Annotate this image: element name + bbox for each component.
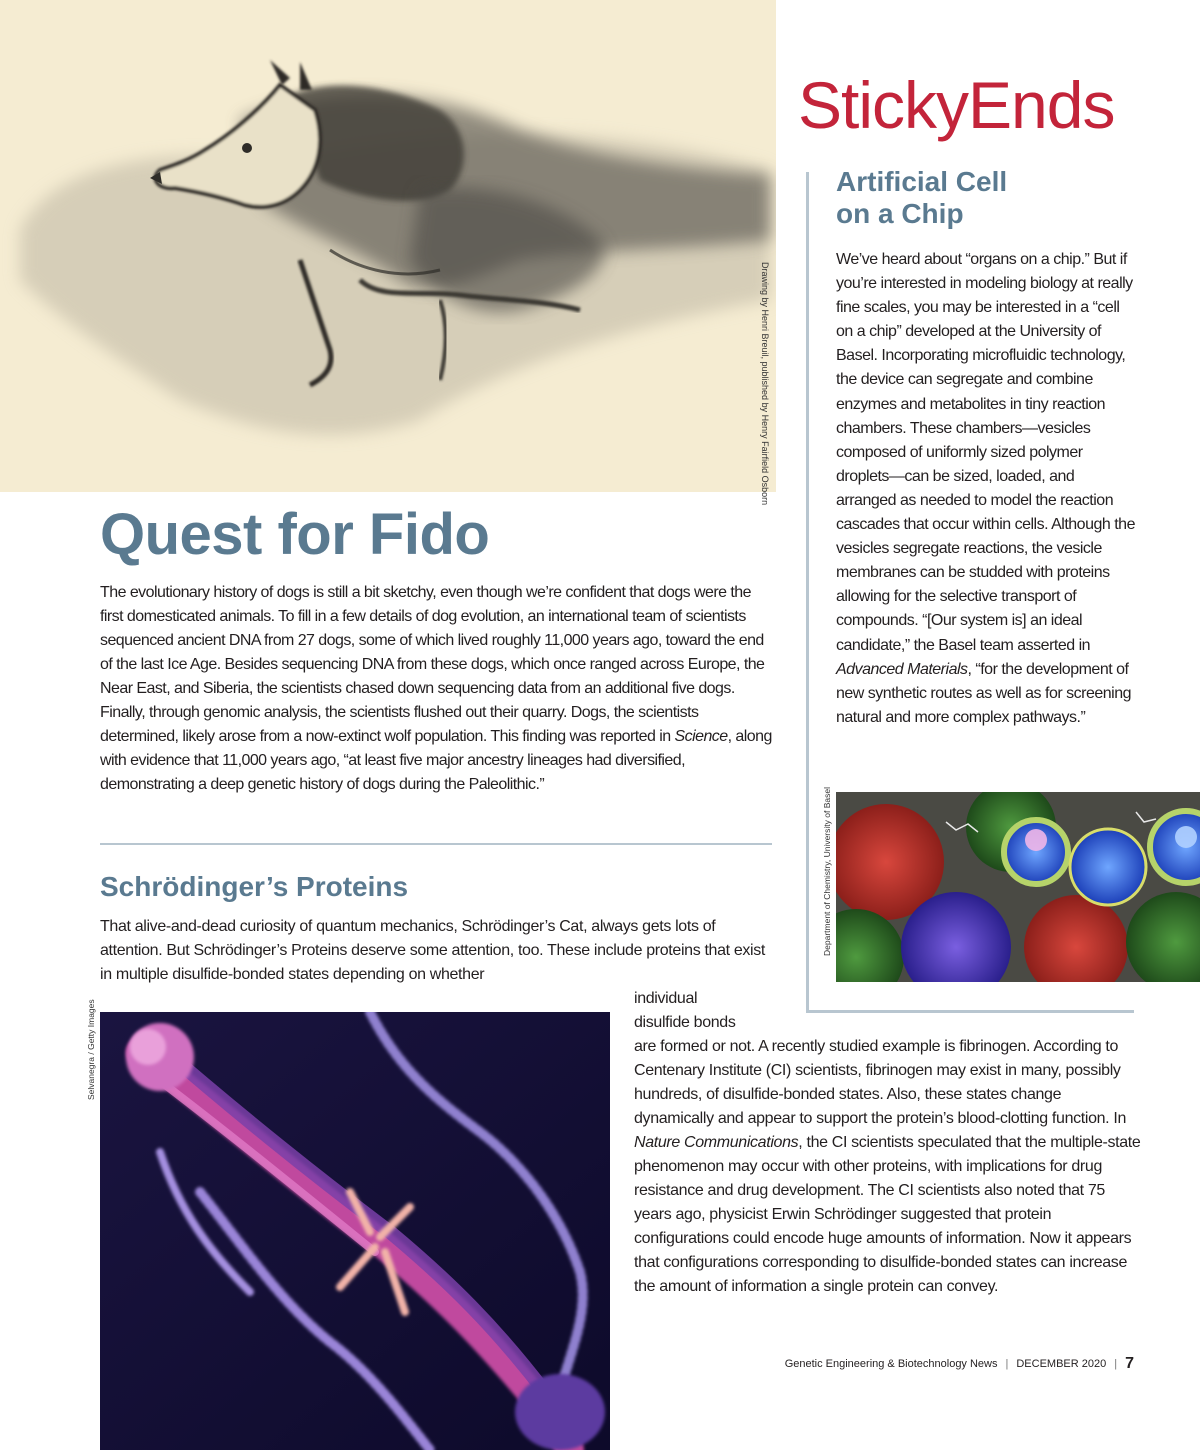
page-footer	[600, 1355, 1140, 1377]
issue-date: DECEMBER 2020	[1016, 1358, 1107, 1370]
artificial-cell-text-2: , “for the development of new synthetic routes as well as for screening natural and more complex pathways.”	[836, 660, 1131, 726]
schrodinger-wrap-line-1: individual	[634, 990, 698, 1007]
protein-image-credit: Selvanegra / Getty Images	[86, 999, 96, 1100]
cave-drawing-image	[0, 0, 776, 506]
fido-text-2: , along with evidence that 11,000 years ago, “at least five major ancestry lineages had diversified, demonstrating a deep genetic history of dogs during the Paleolithic.”	[100, 728, 772, 793]
publication-name: Genetic Engineering & Biotechnology News	[784, 1358, 998, 1370]
footer-separator-2: |	[1114, 1358, 1118, 1370]
journal-advanced-materials: Advanced Materials	[836, 660, 968, 678]
journal-science: Science	[674, 728, 728, 745]
artificial-cell-body	[836, 248, 1136, 730]
journal-nature-communications: Nature Communications	[634, 1134, 799, 1151]
schrodinger-wrap-line-2: disulfide bonds	[634, 1014, 736, 1031]
section-title: StickyEnds	[798, 68, 1115, 142]
schrodinger-body-continued	[634, 987, 1144, 1299]
schrodinger-text-1: are formed or not. A recently studied example is fibrinogen. According to Centenary Institute (CI) scientists, fibrinogen may exist in many, possibly hundreds, of disulfide-bonded states. Also, these states change dynamically and appear to support the protein’s blood-clotting function. In	[634, 1038, 1127, 1127]
cave-drawing-credit: Drawing by Henri Breuil, published by Henry Fairfield Osborn	[760, 262, 770, 506]
schrodinger-text-2: , the CI scientists speculated that the multiple-state phenomenon may occur with other proteins, with implications for drug resistance and drug development. The CI scientists also noted that 75 years ago, physicist Erwin Schrödinger suggested that protein configurations could encode huge amounts of information. Now it appears that configurations corresponding to disulfide-bonded states can increase the amount of information a single protein can convey.	[634, 1134, 1141, 1295]
cell-on-chip-credit: Department of Chemistry, University of Basel	[822, 787, 832, 956]
footer-separator: |	[1005, 1358, 1009, 1370]
page-number: 7	[1125, 1355, 1134, 1372]
artificial-cell-heading	[836, 166, 1136, 230]
schrodinger-proteins-heading: Schrödinger’s Proteins	[100, 871, 409, 902]
quest-for-fido-title: Quest for Fido	[100, 502, 490, 567]
fibrinogen-protein-image	[100, 1012, 610, 1450]
artificial-cell-heading-line-1: Artificial Cell	[836, 166, 1008, 197]
sidebar-vertical-rule	[806, 172, 809, 1012]
artificial-cell-heading-line-2: on a Chip	[836, 198, 964, 229]
schrodinger-body-intro	[100, 915, 780, 987]
section-divider	[100, 843, 772, 845]
schrodinger-intro-text: That alive-and-dead curiosity of quantum mechanics, Schrödinger’s Cat, always gets lots of attention. But Schrödinger’s Proteins deserve some attention, too. These include proteins that exist in multiple disulfide-bonded states depending on whether	[100, 918, 765, 983]
cell-on-chip-image	[836, 792, 1200, 982]
quest-for-fido-body	[100, 581, 772, 797]
artificial-cell-text-1: We’ve heard about “organs on a chip.” But if you’re interested in modeling biology at really fine scales, you may be interested in a “cell on a chip” developed at the University of Basel. Incorporating microfluidic technology, the device can segregate and combine enzymes and metabolites in tiny reaction chambers. These chambers—vesicles composed of uniformly sized polymer droplets—can be sized, loaded, and arranged as needed to model the reaction cascades that occur within cells. Although the vesicles segregate reactions, the vesicle membranes can be studded with proteins allowing for the selective transport of compounds. “[Our system is] an ideal candidate,” the Basel team asserted in	[836, 251, 1135, 654]
fido-text-1: The evolutionary history of dogs is still a bit sketchy, even though we’re confident that dogs were the first domesticated animals. To fill in a few details of dog evolution, an international team of scientists sequenced ancient DNA from 27 dogs, some of which lived roughly 11,000 years ago, toward the end of the last Ice Age. Besides sequencing DNA from these dogs, which once ranged across Europe, the Near East, and Siberia, the scientists chased down sequencing data from an additional five dogs. Finally, through genomic analysis, the scientists flushed out their quarry. Dogs, the scientists determined, likely arose from a now-extinct wolf population. This finding was reported in	[100, 584, 765, 745]
